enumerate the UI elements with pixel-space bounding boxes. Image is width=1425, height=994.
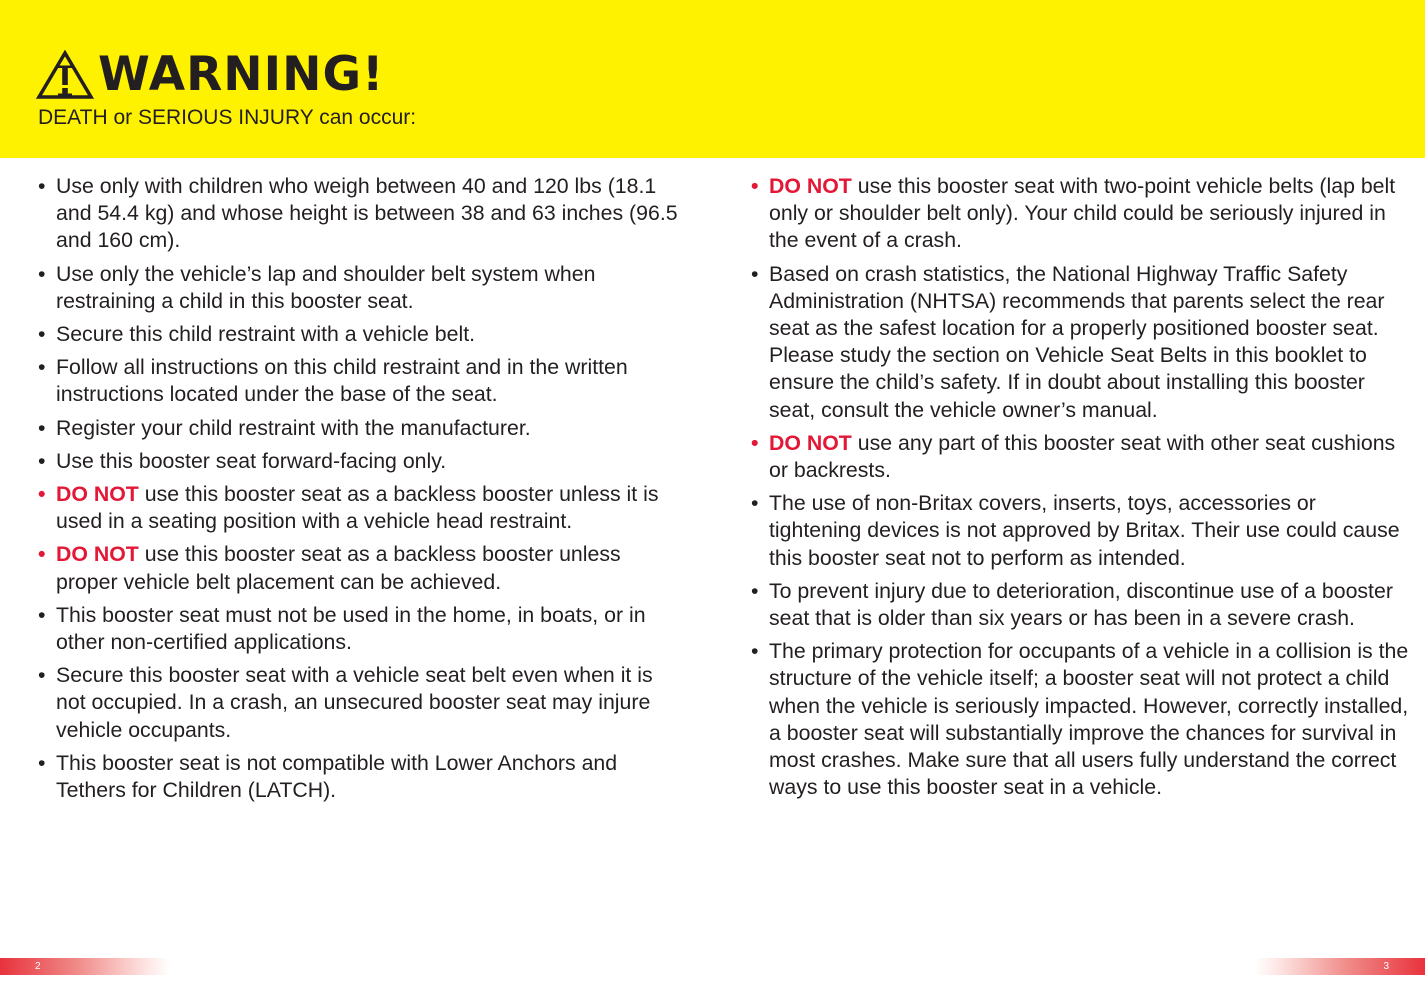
warning-text: Secure this booster seat with a vehicle seat belt even when it is not occupied. In a crash, an unsecured booster seat may injure vehicle occupants. (56, 663, 653, 742)
warning-item (38, 415, 688, 442)
warning-item (38, 321, 688, 348)
bullet-icon: • (38, 322, 46, 347)
bullet-icon: • (38, 750, 46, 775)
right-warning-list (751, 173, 1411, 807)
warning-text: This booster seat must not be used in the home, in boats, or in other non-certified applications. (56, 602, 646, 655)
bullet-icon: • (751, 430, 759, 455)
warning-text: The use of non-Britax covers, inserts, toys, accessories or tightening devices is not approved by Britax. Their use could cause this booster seat not to perform as intended. (769, 491, 1400, 570)
warning-item (38, 750, 688, 804)
warning-item (38, 173, 688, 255)
warning-text: To prevent injury due to deterioration, discontinue use of a booster seat that is older than six years or has been in a severe crash. (769, 578, 1393, 631)
bullet-icon: • (38, 542, 46, 567)
do-not-label: DO NOT (769, 174, 852, 198)
page-number-left: 2 (35, 961, 41, 972)
page-number-right: 3 (1383, 961, 1389, 972)
do-not-label: DO NOT (56, 482, 139, 507)
bullet-icon: • (751, 174, 759, 198)
warning-banner (0, 0, 1425, 158)
warning-text: Secure this child restraint with a vehicle belt. (56, 322, 476, 347)
bullet-icon: • (38, 482, 46, 507)
warning-text: Follow all instructions on this child restraint and in the written instructions located under the base of the seat. (56, 355, 628, 407)
bullet-icon: • (38, 174, 46, 198)
bullet-icon: • (751, 578, 759, 603)
left-warning-list (38, 173, 688, 810)
warning-text: use any part of this booster seat with other seat cushions or backrests. (769, 430, 1396, 483)
warning-item (751, 173, 1411, 255)
warning-text: Based on crash statistics, the National Highway Traffic Safety Administration (NHTSA) recommends that parents select the rear seat as the safest location for a properly positioned booster seat. Please study the section on Vehicle Seat Belts in this booklet to ensure the child’s safety. If in doubt about installing this booster seat, consult the vehicle owner’s manual. (769, 261, 1385, 422)
bullet-icon: • (751, 491, 759, 516)
do-not-label: DO NOT (769, 430, 852, 455)
warning-text: use this booster seat as a backless booster unless it is used in a seating position with a vehicle head restraint. (56, 482, 659, 534)
warning-item (38, 541, 688, 595)
warning-item (751, 638, 1411, 801)
bullet-icon: • (38, 355, 46, 380)
warning-text: Use only the vehicle’s lap and shoulder belt system when restraining a child in this booster seat. (56, 261, 596, 313)
bullet-icon: • (38, 602, 46, 627)
warning-item (751, 490, 1411, 572)
warning-item (751, 261, 1411, 424)
do-not-label: DO NOT (56, 542, 139, 567)
page-number-bar-left (0, 958, 170, 975)
warning-item (751, 430, 1411, 484)
bullet-icon: • (38, 415, 46, 440)
bullet-icon: • (751, 639, 759, 664)
warning-text: use this booster seat as a backless booster unless proper vehicle belt placement can be achieved. (56, 542, 621, 594)
warning-text: Use this booster seat forward-facing only. (56, 448, 447, 473)
warning-subtitle: DEATH or SERIOUS INJURY can occur: (38, 106, 417, 129)
warning-title: WARNING! (98, 47, 385, 102)
warning-text: Register your child restraint with the manufacturer. (56, 415, 531, 440)
warning-item (38, 662, 688, 744)
bullet-icon: • (38, 261, 46, 286)
warning-item (38, 261, 688, 315)
bullet-icon: • (38, 663, 46, 688)
bullet-icon: • (38, 448, 46, 473)
warning-text: use this booster seat with two-point vehicle belts (lap belt only or shoulder belt only). Your child could be seriously injured in the event of a crash. (769, 174, 1396, 253)
warning-triangle-icon (36, 50, 94, 100)
page-number-bar-right (1255, 958, 1425, 975)
warning-text: Use only with children who weigh between 40 and 120 lbs (18.1 and 54.4 kg) and whose height is between 38 and 63 inches (96.5 and 160 cm). (56, 174, 678, 253)
warning-text: This booster seat is not compatible with Lower Anchors and Tethers for Children (LATCH). (56, 750, 618, 803)
warning-item (38, 602, 688, 656)
warning-text: The primary protection for occupants of a vehicle in a collision is the structure of the vehicle itself; a booster seat will not protect a child when the vehicle is seriously impacted. However, correctly installed, a booster seat will substantially improve the chances for survival in most crashes. Make sure that all users fully understand the correct ways to use this booster seat in a vehicle. (769, 639, 1409, 800)
warning-heading (36, 47, 385, 102)
warning-item (751, 578, 1411, 632)
warning-item (38, 354, 688, 408)
warning-item (38, 481, 688, 535)
bullet-icon: • (751, 261, 759, 286)
warning-item (38, 448, 688, 475)
